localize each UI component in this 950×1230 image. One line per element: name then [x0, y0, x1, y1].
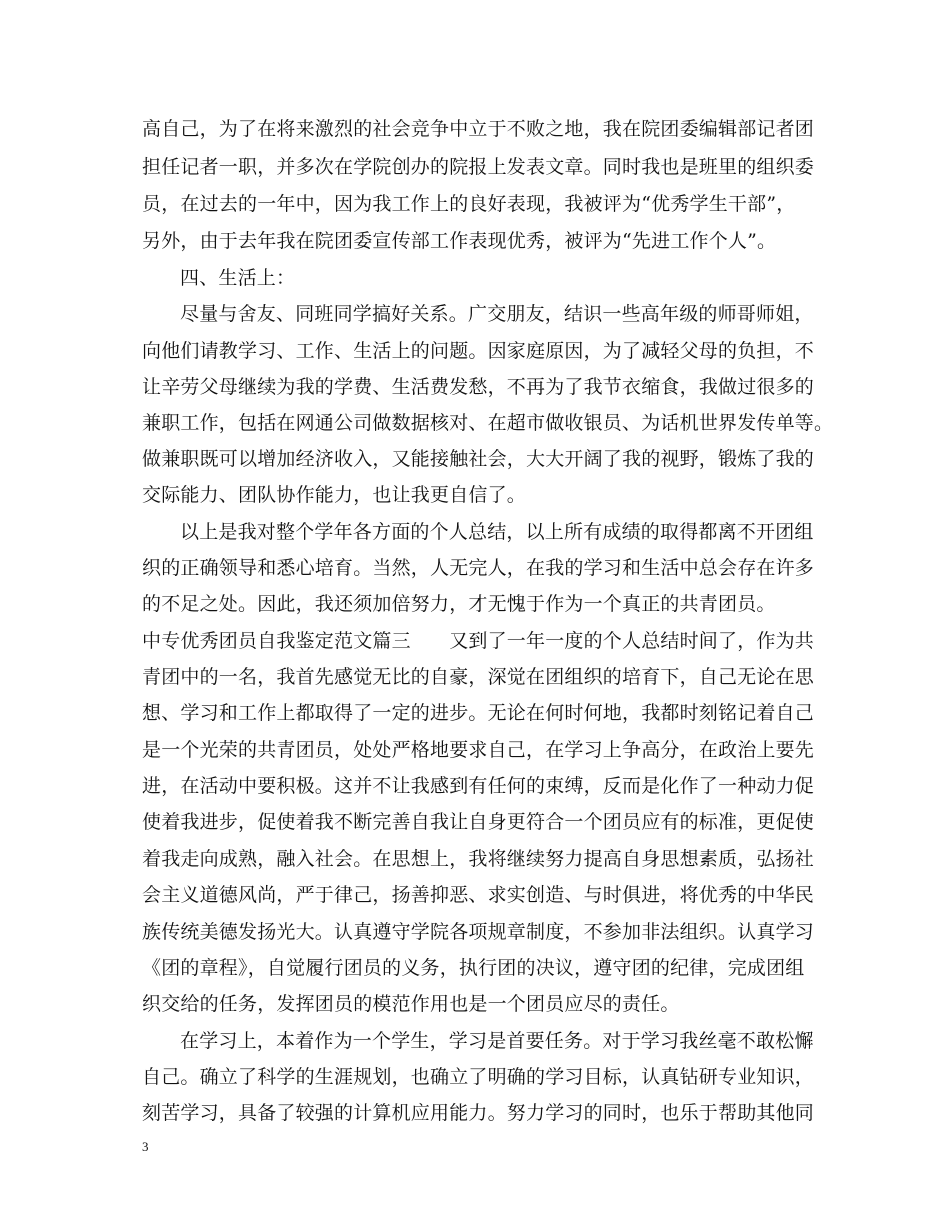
text-line: 员，在过去的一年中，因为我工作上的良好表现，我被评为“优秀学生干部”， — [142, 193, 796, 215]
text-line: 交际能力、团队协作能力，也让我更自信了。 — [142, 484, 527, 506]
text-line: 织交给的任务，发挥团员的模范作用也是一个团员应尽的责任。 — [142, 993, 680, 1015]
text-line: 会主义道德风尚，严于律己，扬善抑恶、求实创造、与时俱进，将优秀的中华民 — [142, 884, 815, 906]
text-line: 兼职工作，包括在网通公司做数据核对、在超市做收银员、为话机世界发传单等。 — [142, 412, 834, 434]
text-line: 族传统美德发扬光大。认真遵守学院各项规章制度，不参加非法组织。认真学习 — [142, 921, 815, 943]
text-line: 在学习上，本着作为一个学生，学习是首要任务。对于学习我丝毫不敢松懈 — [180, 1030, 814, 1052]
article-title-line: 中专优秀团员自我鉴定范文篇三 又到了一年一度的个人总结时间了，作为共 — [142, 630, 815, 652]
text-line: 青团中的一名，我首先感觉无比的自豪，深觉在团组织的培育下，自己无论在思 — [142, 666, 815, 688]
text-line: 让辛劳父母继续为我的学费、生活费发愁，不再为了我节衣缩食，我做过很多的 — [142, 376, 815, 398]
text-line: 是一个光荣的共青团员，处处严格地要求自己，在学习上争高分，在政治上要先 — [142, 739, 815, 761]
text-line: 向他们请教学习、工作、生活上的问题。因家庭原因，为了减轻父母的负担，不 — [142, 340, 815, 362]
text-line: 着我走向成熟，融入社会。在思想上，我将继续努力提高自身思想素质，弘扬社 — [142, 848, 815, 870]
text-line: 的不足之处。因此，我还须加倍努力，才无愧于作为一个真正的共青团员。 — [142, 593, 776, 615]
text-line: 进，在活动中要积极。这并不让我感到有任何的束缚，反而是化作了一种动力促 — [142, 775, 815, 797]
text-line: 使着我进步，促使着我不断完善自我让自身更符合一个团员应有的标准，更促使 — [142, 811, 815, 833]
text-line: 《团的章程》，自觉履行团员的义务，执行团的决议，遵守团的纪律，完成团组 — [142, 957, 805, 979]
text-line: 想、学习和工作上都取得了一定的进步。无论在何时何地，我都时刻铭记着自己 — [142, 702, 815, 724]
section-heading: 四、生活上： — [180, 267, 296, 289]
text-line: 另外，由于去年我在院团委宣传部工作表现优秀，被评为“先进工作个人”。 — [142, 230, 777, 252]
text-line: 高自己，为了在将来激烈的社会竞争中立于不败之地，我在院团委编辑部记者团 — [142, 118, 815, 140]
text-line: 刻苦学习，具备了较强的计算机应用能力。努力学习的同时，也乐于帮助其他同 — [142, 1102, 815, 1124]
text-line: 担任记者一职，并多次在学院创办的院报上发表文章。同时我也是班里的组织委 — [142, 156, 815, 178]
text-line: 以上是我对整个学年各方面的个人总结，以上所有成绩的取得都离不开团组 — [180, 521, 814, 543]
text-line: 自己。确立了科学的生涯规划，也确立了明确的学习目标，认真钻研专业知识， — [142, 1066, 815, 1088]
text-line: 尽量与舍友、同班同学搞好关系。广交朋友，结识一些高年级的师哥师姐， — [180, 303, 814, 325]
text-line: 织的正确领导和悉心培育。当然，人无完人，在我的学习和生活中总会存在许多 — [142, 557, 815, 579]
text-line: 做兼职既可以增加经济收入，又能接触社会，大大开阔了我的视野，锻炼了我的 — [142, 448, 815, 470]
page-number: 3 — [142, 1139, 149, 1154]
